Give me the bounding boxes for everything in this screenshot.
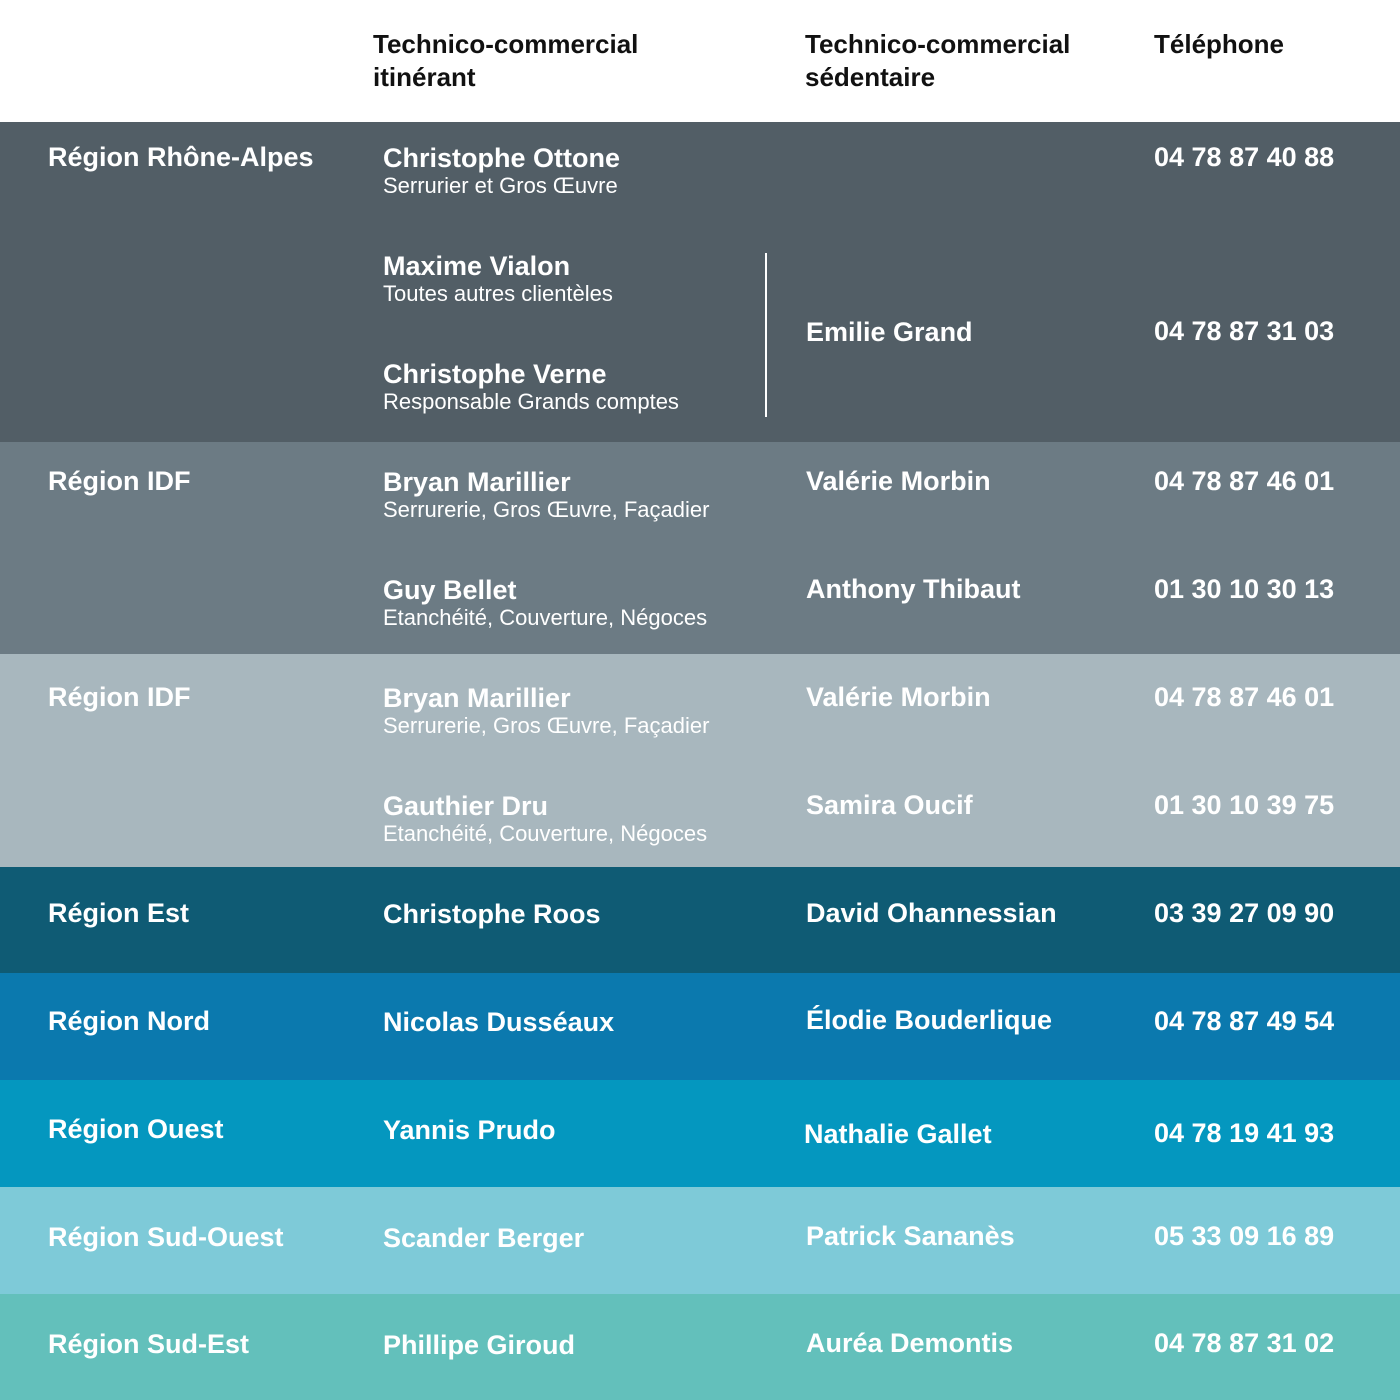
itinerant-name: Bryan Marillier [383, 467, 571, 497]
itinerant-name: Christophe Ottone [383, 143, 620, 173]
sedentaire-name: Anthony Thibaut [806, 574, 1021, 604]
sedentaire-name: Valérie Morbin [806, 466, 991, 496]
phone-number: 04 78 87 49 54 [1154, 1006, 1335, 1036]
phone-number: 05 33 09 16 89 [1154, 1221, 1335, 1251]
phone-number: 01 30 10 30 13 [1154, 574, 1335, 604]
sedentaire-name: Emilie Grand [806, 317, 973, 347]
region-band-rhone-alpes [0, 122, 1400, 442]
region-label: Région Ouest [48, 1114, 224, 1144]
itinerant-name: Gauthier Dru [383, 791, 549, 821]
region-label: Région Rhône-Alpes [48, 142, 314, 172]
table-header [0, 0, 1400, 122]
phone-number: 04 78 87 46 01 [1154, 682, 1335, 712]
itinerant-specialty: Etanchéité, Couverture, Négoces [383, 605, 708, 630]
region-label: Région Est [48, 898, 190, 928]
phone-number: 04 78 87 31 02 [1154, 1328, 1335, 1358]
region-band-nord [0, 973, 1400, 1080]
phone-number: 04 78 19 41 93 [1154, 1118, 1335, 1148]
itinerant-specialty: Toutes autres clientèles [383, 281, 613, 306]
region-label: Région Nord [48, 1006, 210, 1036]
phone-number: 01 30 10 39 75 [1154, 790, 1335, 820]
itinerant-name: Christophe Verne [383, 359, 607, 389]
region-band-sud-est [0, 1294, 1400, 1400]
region-label: Région IDF [48, 682, 191, 712]
header-sedentaire: Technico-commercial sédentaire [805, 29, 1071, 92]
region-band-est [0, 867, 1400, 973]
itinerant-specialty: Etanchéité, Couverture, Négoces [383, 821, 708, 846]
region-label: Région Sud-Ouest [48, 1222, 284, 1252]
itinerant-specialty: Serrurerie, Gros Œuvre, Façadier [383, 497, 710, 522]
region-band-idf [0, 442, 1400, 654]
phone-number: 04 78 87 40 88 [1154, 142, 1335, 172]
sedentaire-name: Élodie Bouderlique [806, 1005, 1053, 1035]
region-band-sud-ouest [0, 1187, 1400, 1294]
region-band-idf-2 [0, 654, 1400, 867]
itinerant-name: Christophe Roos [383, 899, 601, 929]
itinerant-specialty: Responsable Grands comptes [383, 389, 679, 414]
header-telephone: Téléphone [1154, 29, 1285, 59]
itinerant-name: Phillipe Giroud [383, 1330, 576, 1360]
itinerant-name: Yannis Prudo [383, 1115, 556, 1145]
sedentaire-name: David Ohannessian [806, 898, 1057, 928]
sedentaire-name: Valérie Morbin [806, 682, 991, 712]
itinerant-name: Guy Bellet [383, 575, 517, 605]
phone-number: 04 78 87 46 01 [1154, 466, 1335, 496]
region-label: Région Sud-Est [48, 1329, 249, 1359]
phone-number: 04 78 87 31 03 [1154, 316, 1335, 346]
itinerant-specialty: Serrurier et Gros Œuvre [383, 173, 618, 198]
header-itinerant: Technico-commercial itinérant [373, 29, 639, 92]
sedentaire-name: Patrick Sananès [806, 1221, 1015, 1251]
region-band-ouest [0, 1080, 1400, 1187]
itinerant-specialty: Serrurerie, Gros Œuvre, Façadier [383, 713, 710, 738]
sedentaire-name: Auréa Demontis [806, 1328, 1014, 1358]
sedentaire-name: Nathalie Gallet [804, 1119, 992, 1149]
group-divider [765, 253, 767, 417]
itinerant-name: Maxime Vialon [383, 251, 571, 281]
itinerant-name: Nicolas Dusséaux [383, 1007, 615, 1037]
region-label: Région IDF [48, 466, 191, 496]
itinerant-name: Scander Berger [383, 1223, 585, 1253]
itinerant-name: Bryan Marillier [383, 683, 571, 713]
sedentaire-name: Samira Oucif [806, 790, 973, 820]
phone-number: 03 39 27 09 90 [1154, 898, 1335, 928]
